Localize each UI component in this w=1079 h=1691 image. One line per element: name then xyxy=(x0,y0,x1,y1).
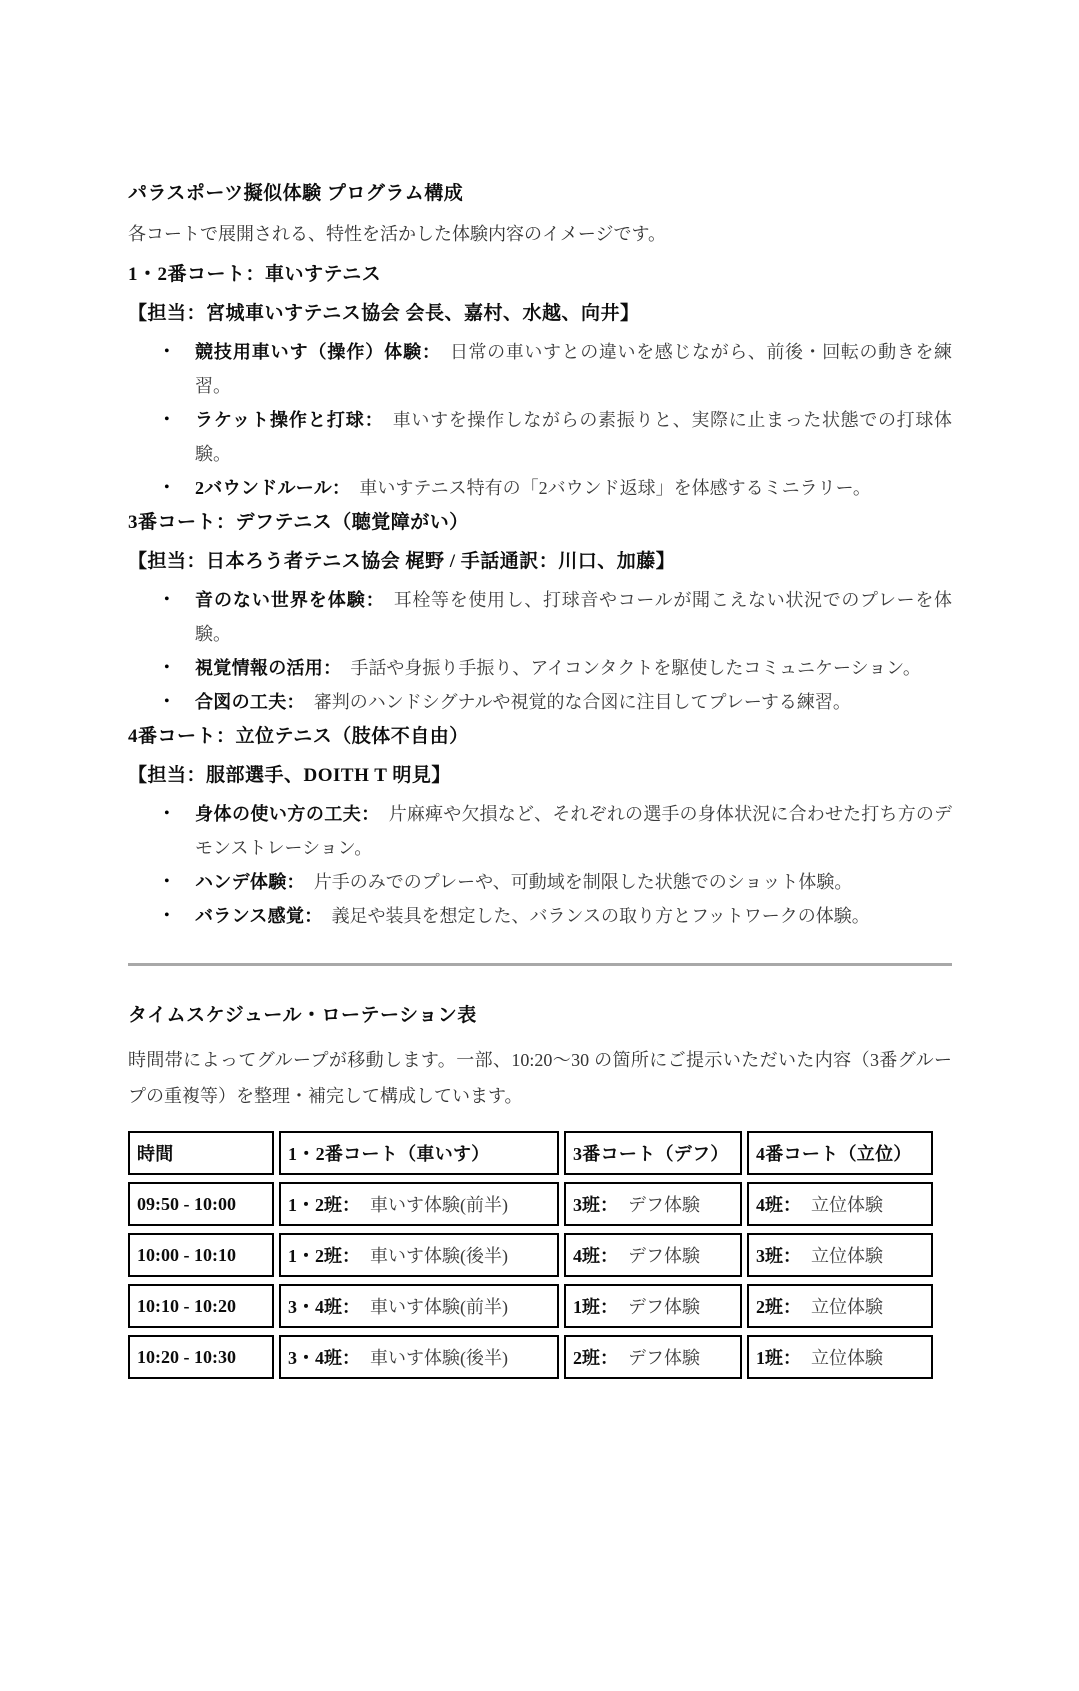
header-cell-time: 時間 xyxy=(128,1131,274,1175)
bullet-icon: • xyxy=(164,805,170,822)
activity-value: デフ体験 xyxy=(628,1297,700,1317)
activity-value: 車いす体験(前半) xyxy=(370,1195,508,1215)
court4-cell xyxy=(747,1182,933,1226)
schedule-intro: 時間帯によってグループが移動します。一部、10:20～30 の箇所にご提示いただいた内容（3番グループの重複等）を整理・補完して構成しています。 xyxy=(128,1050,952,1106)
group-label: 3・4班： xyxy=(288,1348,360,1368)
header-cell-court12: 1・2番コート（車いす） xyxy=(279,1131,559,1175)
bullet-item xyxy=(128,471,952,505)
bullet-text: 片麻痺や欠損など、それぞれの選手の身体状況に合わせた打ち方のデモンストレーション。 xyxy=(195,804,952,858)
time-cell: 10:10 - 10:20 xyxy=(128,1284,274,1328)
bullet-label: 音のない世界を体験： xyxy=(195,590,385,610)
bullet-text: 車いすテニス特有の「2バウンド返球」を体感するミニラリー。 xyxy=(359,478,871,498)
bullet-item xyxy=(128,403,952,471)
bullet-label: 身体の使い方の工夫： xyxy=(195,804,380,824)
section-divider xyxy=(128,963,952,966)
activity-value: 立位体験 xyxy=(811,1246,883,1266)
table-row xyxy=(128,1233,933,1277)
schedule-table xyxy=(123,1124,938,1386)
bullet-item xyxy=(128,899,952,933)
bullet-text: 日常の車いすとの違いを感じながら、前後・回転の動きを練習。 xyxy=(195,342,952,396)
time-cell: 10:00 - 10:10 xyxy=(128,1233,274,1277)
bullet-item xyxy=(128,865,952,899)
time-cell: 10:20 - 10:30 xyxy=(128,1335,274,1379)
bullet-icon: • xyxy=(164,659,170,676)
bullet-text: 車いすを操作しながらの素振りと、実際に止まった状態での打球体験。 xyxy=(195,410,952,464)
bullet-icon: • xyxy=(164,343,170,360)
group-label: 2班： xyxy=(756,1297,801,1317)
court3-cell xyxy=(564,1182,742,1226)
bullet-label: ラケット操作と打球： xyxy=(195,410,384,430)
bullet-item xyxy=(128,335,952,403)
group-label: 2班： xyxy=(573,1348,618,1368)
group-label: 4班： xyxy=(573,1246,618,1266)
court12-cell xyxy=(279,1284,559,1328)
court3-cell xyxy=(564,1233,742,1277)
activity-value: 車いす体験(前半) xyxy=(370,1297,508,1317)
table-row xyxy=(128,1284,933,1328)
section-heading-court4: 4番コート：立位テニス（肢体不自由） xyxy=(128,726,469,747)
bullet-item xyxy=(128,583,952,651)
bullet-icon: • xyxy=(164,873,170,890)
staff-line-court4: 【担当：服部選手、DOITH T 明見】 xyxy=(128,765,451,786)
court4-cell xyxy=(747,1335,933,1379)
bullet-icon: • xyxy=(164,411,170,428)
bullet-label: 合図の工夫： xyxy=(195,692,305,712)
group-label: 1・2班： xyxy=(288,1246,360,1266)
group-label: 3・4班： xyxy=(288,1297,360,1317)
activity-value: 立位体験 xyxy=(811,1297,883,1317)
bullet-text: 審判のハンドシグナルや視覚的な合図に注目してプレーする練習。 xyxy=(313,692,851,712)
bullet-icon: • xyxy=(164,591,170,608)
group-label: 1班： xyxy=(573,1297,618,1317)
bullet-label: 競技用車いす（操作）体験： xyxy=(195,342,441,362)
group-label: 4班： xyxy=(756,1195,801,1215)
header-cell-court3: 3番コート（デフ） xyxy=(564,1131,742,1175)
court12-cell xyxy=(279,1233,559,1277)
bullet-text: 手話や身振り手振り、アイコンタクトを駆使したコミュニケーション。 xyxy=(350,658,921,678)
bullet-list-court12 xyxy=(128,335,952,505)
bullet-label: 視覚情報の活用： xyxy=(195,658,342,678)
bullet-label: バランス感覚： xyxy=(195,906,323,926)
court4-cell xyxy=(747,1233,933,1277)
bullet-text: 耳栓等を使用し、打球音やコールが聞こえない状況でのプレーを体験。 xyxy=(195,590,952,644)
court4-cell xyxy=(747,1284,933,1328)
bullet-list-court3 xyxy=(128,583,952,719)
page-title: パラスポーツ擬似体験 プログラム構成 xyxy=(128,183,464,204)
activity-value: 立位体験 xyxy=(811,1195,883,1215)
bullet-item xyxy=(128,797,952,865)
activity-value: デフ体験 xyxy=(628,1195,700,1215)
court12-cell xyxy=(279,1182,559,1226)
bullet-icon: • xyxy=(164,907,170,924)
bullet-icon: • xyxy=(164,479,170,496)
activity-value: デフ体験 xyxy=(628,1348,700,1368)
time-cell: 09:50 - 10:00 xyxy=(128,1182,274,1226)
table-row xyxy=(128,1182,933,1226)
activity-value: 立位体験 xyxy=(811,1348,883,1368)
court3-cell xyxy=(564,1284,742,1328)
table-row xyxy=(128,1335,933,1379)
group-label: 3班： xyxy=(573,1195,618,1215)
section-heading-court3: 3番コート：デフテニス（聴覚障がい） xyxy=(128,512,469,533)
activity-value: 車いす体験(後半) xyxy=(370,1246,508,1266)
activity-value: 車いす体験(後半) xyxy=(370,1348,508,1368)
bullet-item xyxy=(128,651,952,685)
staff-line-court12: 【担当：宮城車いすテニス協会 会長、嘉村、水越、向井】 xyxy=(128,303,640,324)
intro-text: 各コートで展開される、特性を活かした体験内容のイメージです。 xyxy=(128,224,667,244)
document-content xyxy=(128,178,952,1386)
activity-value: デフ体験 xyxy=(628,1246,700,1266)
header-cell-court4: 4番コート（立位） xyxy=(747,1131,933,1175)
bullet-item xyxy=(128,685,952,719)
bullet-list-court4 xyxy=(128,797,952,933)
staff-line-court3: 【担当：日本ろう者テニス協会 梶野 / 手話通訳：川口、加藤】 xyxy=(128,551,676,572)
group-label: 1班： xyxy=(756,1348,801,1368)
court12-cell xyxy=(279,1335,559,1379)
schedule-title: タイムスケジュール・ローテーション表 xyxy=(128,1005,477,1026)
group-label: 1・2班： xyxy=(288,1195,360,1215)
bullet-label: ハンデ体験： xyxy=(195,872,305,892)
table-header-row xyxy=(128,1131,933,1175)
court3-cell xyxy=(564,1335,742,1379)
bullet-icon: • xyxy=(164,693,170,710)
bullet-text: 義足や装具を想定した、バランスの取り方とフットワークの体験。 xyxy=(331,906,870,926)
bullet-text: 片手のみでのプレーや、可動域を制限した状態でのショット体験。 xyxy=(313,872,853,892)
section-heading-court12: 1・2番コート：車いすテニス xyxy=(128,264,382,285)
group-label: 3班： xyxy=(756,1246,801,1266)
bullet-label: 2バウンドルール： xyxy=(195,478,351,498)
